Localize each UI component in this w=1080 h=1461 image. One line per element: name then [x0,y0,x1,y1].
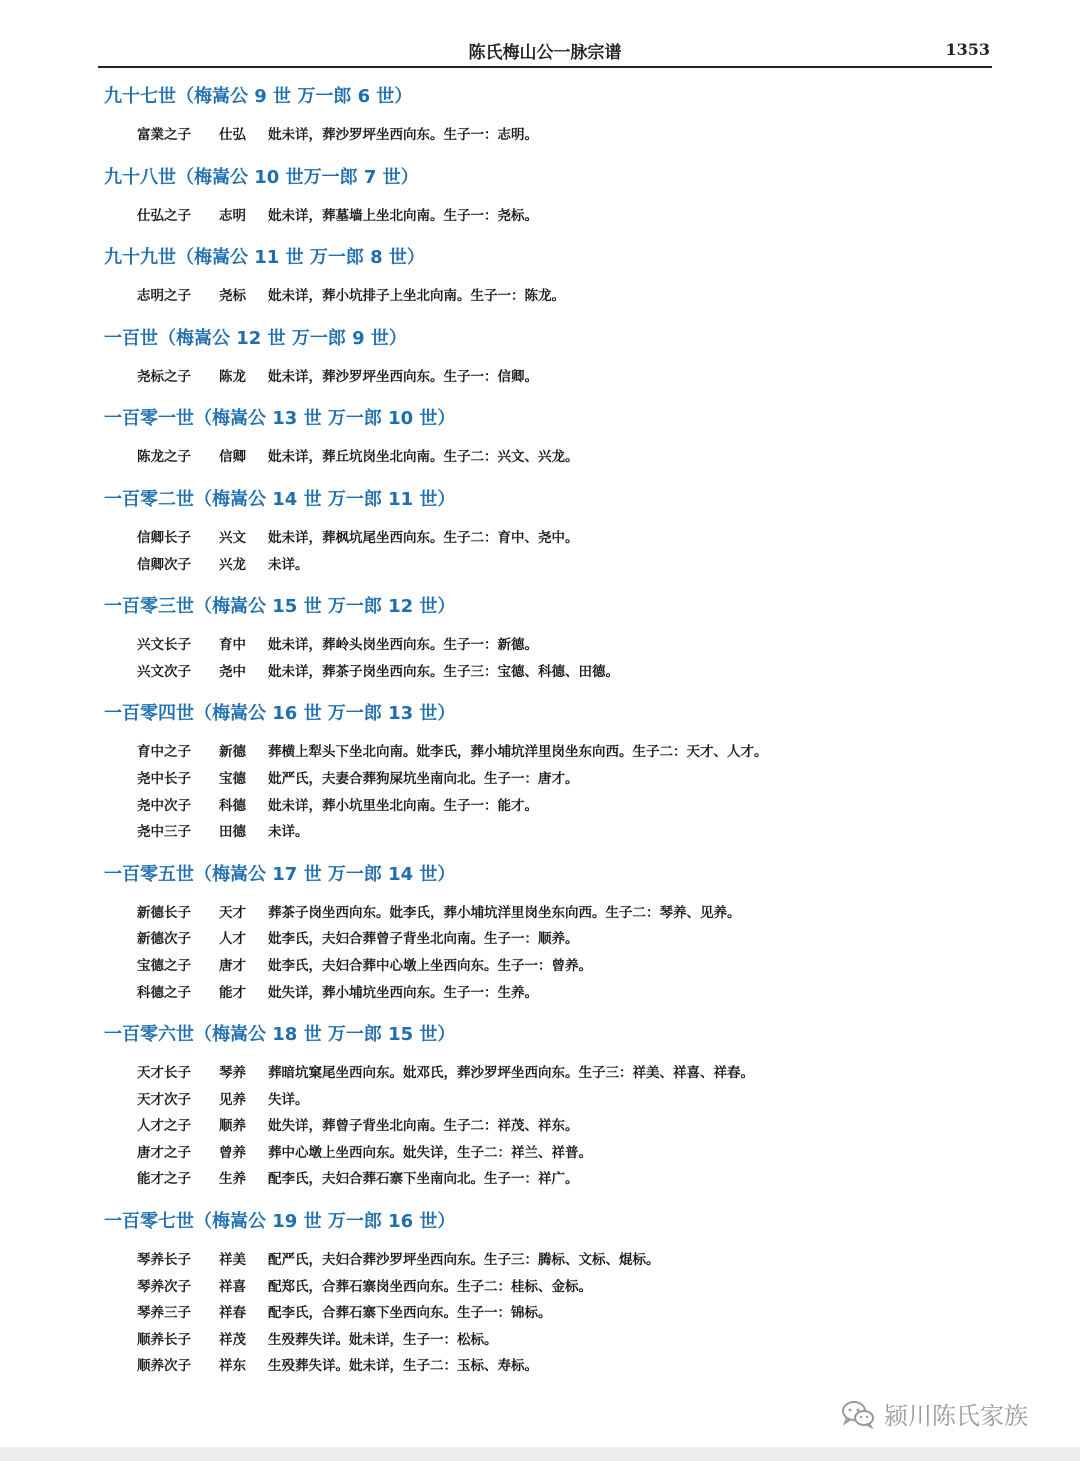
lineage-entry [137,283,984,310]
entry-name: 人才 [219,931,246,948]
generation-title: 一百零三世（梅嵩公 15 世 万一郎 12 世） [104,596,456,618]
entry-name: 见养 [219,1091,246,1108]
entry-text: 生殁葬失详。妣未详，生子二：玉标、寿标。 [268,1358,538,1375]
generation-title: 一百世（梅嵩公 12 世 万一郎 9 世） [104,327,407,349]
generation-section [104,701,984,845]
entry-text: 妣未详，葬沙罗坪坐西向东。生子一：志明。 [268,127,538,143]
generation-title: 九十七世（梅嵩公 9 世 万一郎 6 世） [104,86,413,107]
entry-text: 妣李氏，夫妇合葬中心墩上坐西向东。生子一：曾养。 [268,957,592,974]
entry-text: 配严氏，夫妇合葬沙罗坪坐西向东。生子三：腾标、文标、焜标。 [268,1252,660,1269]
lineage-entry [137,552,984,579]
lineage-entry [137,900,984,927]
entry-parent: 志明之子 [137,288,191,305]
entry-parent: 尧中长子 [137,770,191,787]
watermark-text: 颍川陈氏家族 [884,1402,1028,1430]
entry-list [137,525,984,578]
lineage-entry [137,1327,984,1354]
entry-text: 失详。 [268,1091,309,1108]
entry-name: 志明 [219,207,246,224]
entry-name: 陈龙 [219,368,246,385]
entry-name: 琴养 [219,1065,246,1082]
generation-section [104,326,984,391]
entry-list [137,444,984,471]
generation-section [104,84,984,149]
entry-list [137,283,984,310]
entry-name: 祥美 [219,1252,246,1269]
lineage-entry [137,1113,984,1140]
generation-section [104,487,984,578]
lineage-entry [137,819,984,846]
entry-name: 科德 [219,797,246,814]
entry-parent: 科德之子 [137,984,191,1001]
entry-name: 新德 [219,744,246,761]
entry-text: 妣失详，葬曾子背坐北向南。生子二：祥茂、祥东。 [268,1118,579,1135]
entry-name: 祥茂 [219,1331,246,1348]
lineage-entry [137,980,984,1007]
generation-section [104,862,984,1006]
entry-text: 妣未详，葬岭头岗坐西向东。生子一：新德。 [268,637,538,654]
lineage-entry [137,203,984,230]
lineage-entry [137,1166,984,1193]
entry-text: 未详。 [268,824,309,841]
lineage-entry [137,926,984,953]
entry-list [137,1247,984,1380]
entry-name: 祥喜 [219,1278,246,1295]
entry-list [137,739,984,845]
lineage-entry [137,1087,984,1114]
entry-parent: 兴文长子 [137,637,191,654]
entry-name: 兴龙 [219,556,246,573]
entry-name: 祥春 [219,1305,246,1322]
entry-parent: 尧标之子 [137,368,191,385]
entry-parent: 琴养长子 [137,1252,191,1269]
entry-name: 尧标 [219,288,246,305]
entry-parent: 能才之子 [137,1171,191,1188]
page-header [98,36,992,68]
entry-text: 配李氏，合葬石寨下坐西向东。生子一：锦标。 [268,1305,552,1322]
lineage-entry [137,122,984,149]
entry-text: 妣未详，葬沙罗坪坐西向东。生子一：信卿。 [268,368,538,385]
entry-name: 宝德 [219,770,246,787]
entry-parent: 尧中三子 [137,824,191,841]
entry-list [137,1060,984,1193]
lineage-entry [137,1247,984,1274]
page-number: 1353 [945,40,990,59]
entry-name: 顺养 [219,1118,246,1135]
entry-parent: 人才之子 [137,1118,191,1135]
entry-list [137,632,984,685]
entry-text: 未详。 [268,556,309,573]
lineage-entry [137,1274,984,1301]
entry-text: 葬中心墩上坐西向东。妣失详，生子二：祥兰、祥普。 [268,1144,592,1161]
entry-parent: 信卿次子 [137,556,191,573]
watermark [840,1396,1028,1431]
entry-parent: 顺养长子 [137,1331,191,1348]
lineage-entry [137,364,984,391]
entry-parent: 育中之子 [137,744,191,761]
entry-name: 天才 [219,904,246,921]
entry-parent: 天才长子 [137,1065,191,1082]
lineage-entry [137,632,984,659]
entry-parent: 新德次子 [137,931,191,948]
entry-name: 唐才 [219,957,246,974]
lineage-entry [137,953,984,980]
entry-parent: 兴文次子 [137,663,191,680]
entry-text: 葬暗坑窠尾坐西向东。妣邓氏，葬沙罗坪坐西向东。生子三：祥美、祥喜、祥春。 [268,1065,754,1082]
lineage-entry [137,659,984,686]
generation-section [104,1022,984,1193]
entry-name: 尧中 [219,663,246,680]
entry-text: 妣未详，葬丘坑岗坐北向南。生子二：兴文、兴龙。 [268,449,579,466]
entry-name: 能才 [219,984,246,1001]
lineage-entry [137,444,984,471]
entry-name: 育中 [219,637,246,654]
lineage-entry [137,793,984,820]
bottom-edge [0,1447,1080,1461]
entry-name: 信卿 [219,449,246,466]
entry-parent: 琴养次子 [137,1278,191,1295]
lineage-entry [137,739,984,766]
entry-text: 妣未详，葬茶子岗坐西向东。生子三：宝德、科德、田德。 [268,663,619,680]
generation-title: 一百零四世（梅嵩公 16 世 万一郎 13 世） [104,703,456,725]
entry-name: 祥东 [219,1358,246,1375]
generation-title: 一百零一世（梅嵩公 13 世 万一郎 10 世） [104,408,456,430]
entry-parent: 仕弘之子 [137,207,191,224]
entry-list [137,364,984,391]
entry-parent: 唐才之子 [137,1144,191,1161]
entry-name: 兴文 [219,529,246,546]
entry-parent: 琴养三子 [137,1305,191,1322]
entry-parent: 天才次子 [137,1091,191,1108]
lineage-entry [137,1140,984,1167]
entry-name: 生养 [219,1171,246,1188]
generation-section [104,165,984,230]
entry-name: 田德 [219,824,246,841]
generation-section [104,594,984,685]
entry-parent: 顺养次子 [137,1358,191,1375]
entry-name: 仕弘 [219,127,246,143]
entry-text: 生殁葬失详。妣未详，生子一：松标。 [268,1331,498,1348]
entry-text: 妣李氏，夫妇合葬曾子背坐北向南。生子一：顺养。 [268,931,579,948]
entry-parent: 信卿长子 [137,529,191,546]
entry-list [137,203,984,230]
lineage-entry [137,1060,984,1087]
entry-parent: 富業之子 [137,127,191,143]
generation-title: 一百零七世（梅嵩公 19 世 万一郎 16 世） [104,1211,456,1233]
entry-text: 配李氏，夫妇合葬石寨下坐南向北。生子一：祥广。 [268,1171,579,1188]
generation-title: 九十九世（梅嵩公 11 世 万一郎 8 世） [104,247,425,269]
entry-parent: 宝德之子 [137,957,191,974]
entry-text: 葬横上犁头下坐北向南。妣李氏，葬小埔坑洋里岗坐东向西。生子二：天才、人才。 [268,744,768,761]
genealogy-content [104,84,984,1396]
lineage-entry [137,1300,984,1327]
entry-name: 曾养 [219,1144,246,1161]
generation-section [104,406,984,471]
entry-text: 妣失详，葬小埔坑坐西向东。生子一：生养。 [268,984,538,1001]
wechat-icon [840,1399,876,1429]
entry-parent: 尧中次子 [137,797,191,814]
generation-section [104,245,984,310]
lineage-entry [137,766,984,793]
entry-list [137,122,984,149]
entry-list [137,900,984,1006]
entry-text: 妣未详，葬小坑里坐北向南。生子一：能才。 [268,797,538,814]
generation-title: 一百零二世（梅嵩公 14 世 万一郎 11 世） [104,488,456,510]
entry-parent: 新德长子 [137,904,191,921]
generation-section [104,1209,984,1380]
book-title: 陈氏梅山公一脉宗谱 [468,43,622,63]
entry-text: 妣未详，葬墓墙上坐北向南。生子一：尧标。 [268,207,538,224]
generation-title: 一百零六世（梅嵩公 18 世 万一郎 15 世） [104,1024,456,1046]
lineage-entry [137,1353,984,1380]
entry-text: 葬茶子岗坐西向东。妣李氏，葬小埔坑洋里岗坐东向西。生子二：琴养、见养。 [268,904,741,921]
lineage-entry [137,525,984,552]
entry-text: 妣未详，葬小坑排子上坐北向南。生子一：陈龙。 [268,288,565,305]
entry-text: 配郑氏，合葬石寨岗坐西向东。生子二：桂标、金标。 [268,1278,592,1295]
generation-title: 九十八世（梅嵩公 10 世万一郎 7 世） [104,166,419,188]
generation-title: 一百零五世（梅嵩公 17 世 万一郎 14 世） [104,863,456,885]
entry-text: 妣未详，葬枫坑尾坐西向东。生子二：育中、尧中。 [268,529,579,546]
entry-text: 妣严氏，夫妻合葬狗屎坑坐南向北。生子一：唐才。 [268,770,579,787]
entry-parent: 陈龙之子 [137,449,191,466]
